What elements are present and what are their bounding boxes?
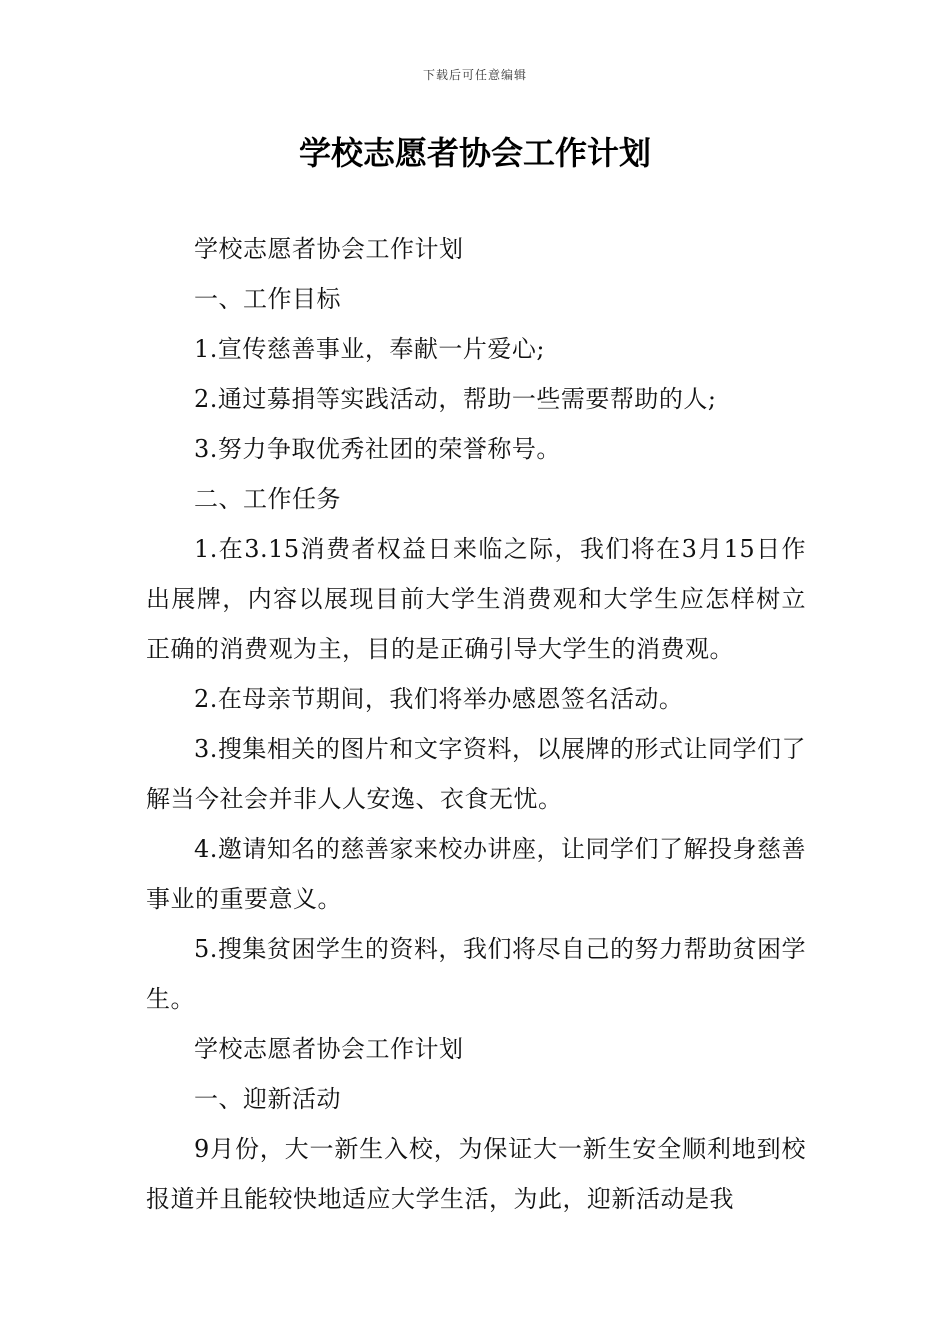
section-heading: 一、工作目标 (194, 285, 341, 313)
paragraph: 1.在3.15消费者权益日来临之际，我们将在3月15日作出展牌，内容以展现目前大学生消费观和大学生应怎样树立正确的消费观为主，目的是正确引导大学生的消费观。 (146, 535, 806, 663)
paragraph: 4.邀请知名的慈善家来校办讲座，让同学们了解投身慈善事业的重要意义。 (146, 835, 806, 913)
paragraph: 2.在母亲节期间，我们将举办感恩签名活动。 (194, 685, 684, 713)
paragraph: 3.努力争取优秀社团的荣誉称号。 (194, 435, 561, 463)
section-heading: 二、工作任务 (194, 485, 341, 513)
document-body (146, 224, 806, 1224)
section-heading: 一、迎新活动 (194, 1085, 341, 1113)
paragraph: 9月份，大一新生入校，为保证大一新生安全顺利地到校报道并且能较快地适应大学生活，为此，迎新活动是我 (146, 1135, 806, 1213)
paragraph: 1.宣传慈善事业，奉献一片爱心; (194, 335, 545, 363)
document-title: 学校志愿者协会工作计划 (298, 134, 651, 172)
paragraph: 学校志愿者协会工作计划 (194, 1035, 464, 1063)
paragraph: 3.搜集相关的图片和文字资料，以展牌的形式让同学们了解当今社会并非人人安逸、衣食无忧。 (146, 735, 806, 813)
paragraph: 2.通过募捐等实践活动，帮助一些需要帮助的人; (194, 385, 717, 413)
paragraph: 5.搜集贫困学生的资料，我们将尽自己的努力帮助贫困学生。 (146, 935, 806, 1013)
paragraph: 学校志愿者协会工作计划 (194, 235, 464, 263)
header-note: 下载后可任意编辑 (422, 68, 527, 82)
